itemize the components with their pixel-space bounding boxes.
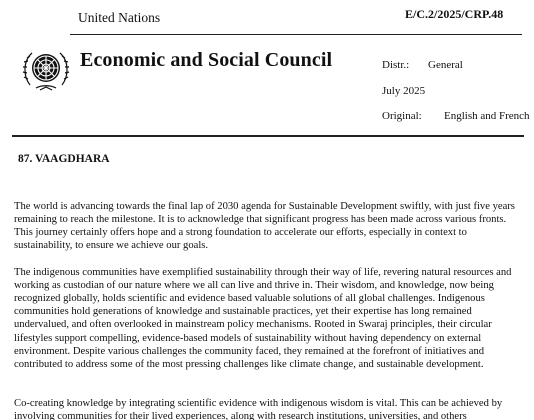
header-rule-bottom bbox=[12, 135, 524, 137]
header-rule-top bbox=[70, 34, 522, 35]
distribution-label: Distr.: bbox=[382, 59, 410, 71]
original-language-value: English and French bbox=[444, 110, 530, 122]
distribution-value: General bbox=[428, 59, 463, 71]
document-symbol: E/C.2/2025/CRP.48 bbox=[405, 7, 504, 21]
un-emblem-icon bbox=[21, 45, 71, 93]
council-title: Economic and Social Council bbox=[80, 49, 333, 71]
body-paragraph: Co-creating knowledge by integrating scientific evidence with indigenous wisdom is vital. This can be achieved by involving communities for their lived experiences, along with research institutions, universities, and others bbox=[14, 397, 503, 420]
section-heading: 87. VAAGDHARA bbox=[18, 153, 110, 165]
organization-name: United Nations bbox=[78, 10, 161, 25]
original-language-label: Original: bbox=[382, 110, 422, 122]
document-date: July 2025 bbox=[382, 85, 426, 97]
body-paragraph: The world is advancing towards the final lap of 2030 agenda for Sustainable Development swiftly, with just five years remaining to reach the milestone. It is to acknowledge that significant progress has been made across various fronts. This journey certainly offers hope and a strong foundation to accelerate our efforts, especially in context to sustainability, to ensure we achieve our goals. bbox=[14, 200, 515, 252]
body-paragraph: The indigenous communities have exemplified sustainability through their way of life, revering natural resources and working as custodian of our nature where we all can live and thrive in. Their wisdom, and knowledge, now being recognized globally, holds scientific and evidence based valuable solutions of all global challenges. Indigenous communities hold generations of knowledge and sustainable practices, yet their expertise has long remained undervalued, and often overlooked in mainstream policy mechanisms. Rooted in Swaraj principles, their circular lifestyles support compelling, evidence-based models of sustainability without having dependency on external environment. Despite various challenges the community faced, they remained at the forefront of initiatives and contributed to address some of the most pressing challenges like climate change, and sustainable development. bbox=[14, 266, 512, 371]
